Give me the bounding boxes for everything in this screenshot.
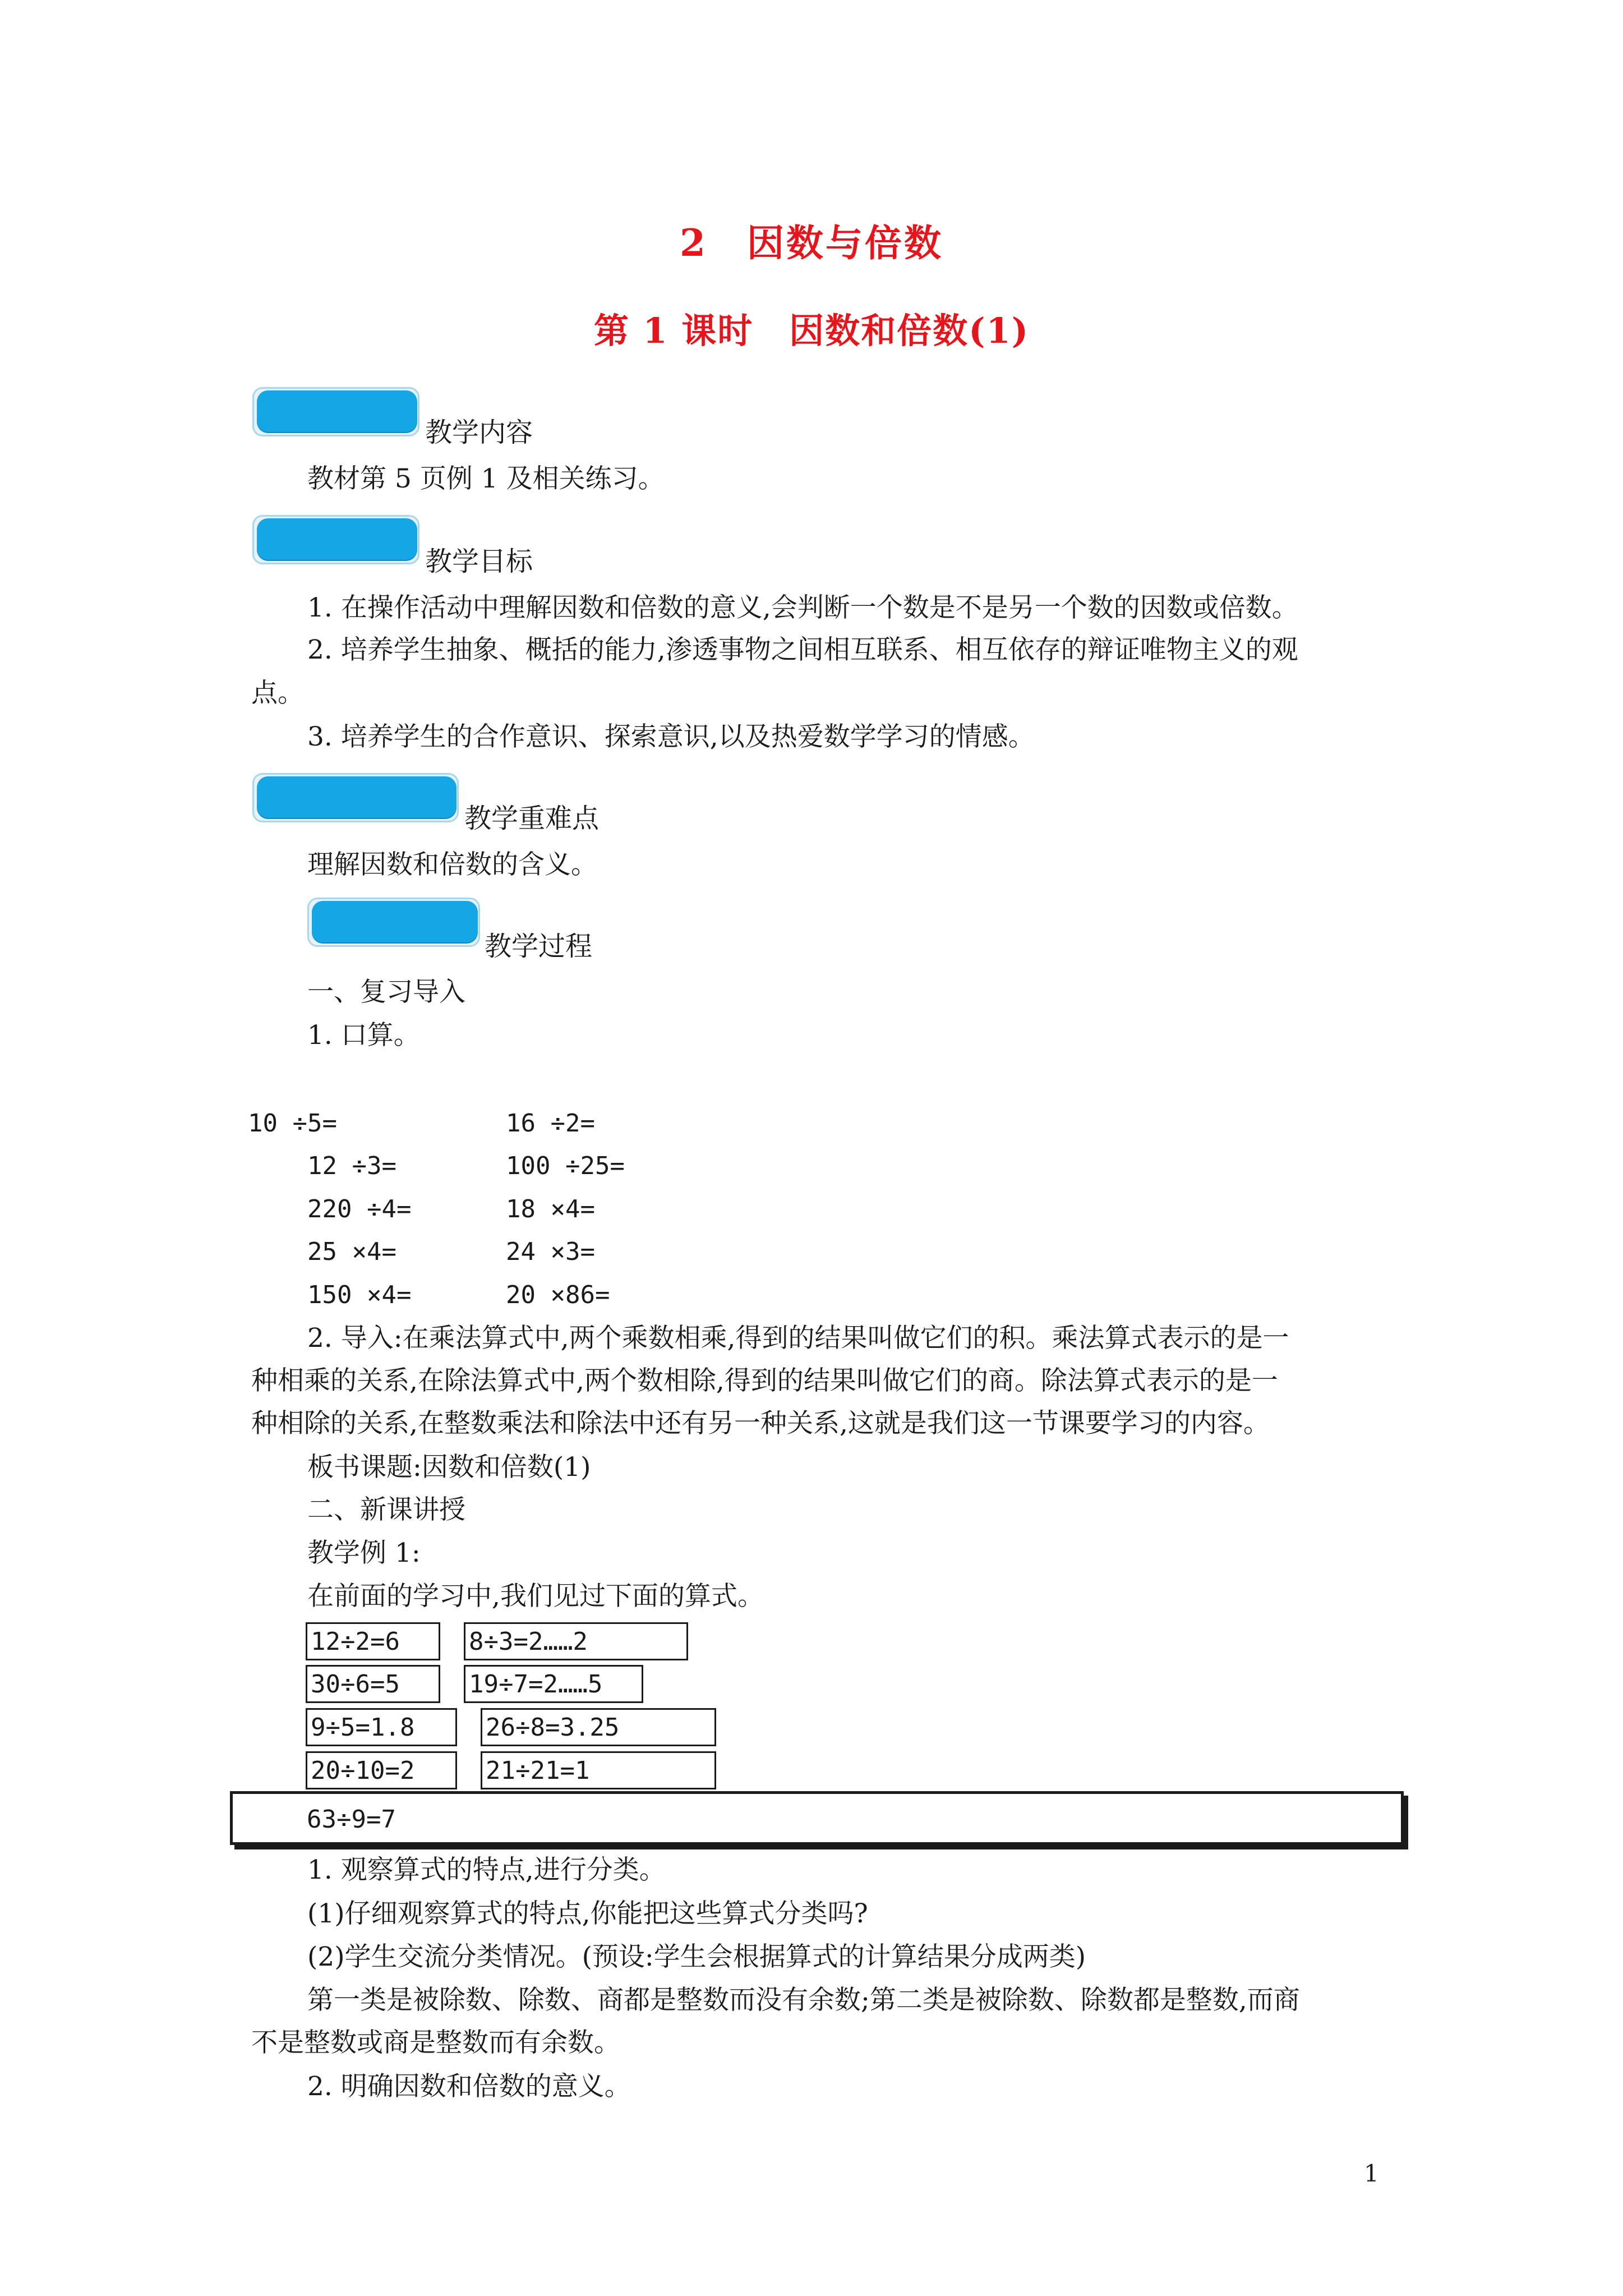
section-heading-process: 教学过程 bbox=[485, 931, 593, 962]
section-heading-content: 教学内容 bbox=[425, 417, 533, 448]
highlight-equation-box bbox=[230, 1791, 1404, 1845]
example-label: 教学例 1: bbox=[307, 1538, 421, 1568]
section-heading-goals: 教学目标 bbox=[425, 546, 533, 577]
lesson-title: 第 1 课时 因数和倍数(1) bbox=[593, 310, 1030, 351]
content-text: 教材第 5 页例 1 及相关练习。 bbox=[307, 463, 665, 494]
board-title: 板书课题:因数和倍数(1) bbox=[307, 1452, 591, 1483]
observe-step: 1. 观察算式的特点,进行分类。 bbox=[307, 1855, 666, 1885]
intro-line-2: 种相乘的关系,在除法算式中,两个数相除,得到的结果叫做它们的商。除法算式表示的是一 bbox=[251, 1365, 1278, 1396]
calc-r4b: 24 ×3= bbox=[506, 1237, 595, 1266]
calc-r4a: 25 ×4= bbox=[307, 1237, 396, 1266]
equation-box: 9÷5=1.8 bbox=[306, 1708, 457, 1746]
equation-box: 8÷3=2……2 bbox=[464, 1622, 688, 1660]
goal-2-line-2: 点。 bbox=[251, 678, 304, 708]
classification-line-1: 第一类是被除数、除数、商都是整数而没有余数;第二类是被除数、除数都是整数,而商 bbox=[307, 1985, 1300, 2016]
section-badge-keypoints bbox=[252, 773, 460, 823]
equation-highlight: 63÷9=7 bbox=[307, 1805, 396, 1834]
calc-r3a: 220 ÷4= bbox=[307, 1195, 412, 1223]
section-badge-goals bbox=[252, 515, 421, 565]
goal-3: 3. 培养学生的合作意识、探索意识,以及热爱数学学习的情感。 bbox=[307, 721, 1035, 752]
keypoints-text: 理解因数和倍数的含义。 bbox=[307, 849, 597, 880]
question-2: (2)学生交流分类情况。(预设:学生会根据算式的计算结果分成两类) bbox=[307, 1941, 1086, 1972]
calc-r2a: 12 ÷3= bbox=[307, 1152, 396, 1180]
chapter-title: 2 因数与倍数 bbox=[680, 221, 943, 265]
before-text: 在前面的学习中,我们见过下面的算式。 bbox=[307, 1581, 764, 1612]
calc-r1a: 10 ÷5= bbox=[248, 1109, 337, 1138]
section-heading-keypoints: 教学重难点 bbox=[464, 803, 600, 834]
classification-line-2: 不是整数或商是整数而有余数。 bbox=[251, 2027, 620, 2058]
calc-r2b: 100 ÷25= bbox=[506, 1152, 625, 1180]
goal-1: 1. 在操作活动中理解因数和倍数的意义,会判断一个数是不是另一个数的因数或倍数。 bbox=[307, 592, 1298, 623]
section-badge-process bbox=[307, 898, 481, 948]
clarify-step: 2. 明确因数和倍数的意义。 bbox=[307, 2071, 631, 2102]
calc-r1b: 16 ÷2= bbox=[506, 1109, 595, 1138]
intro-line-1: 2. 导入:在乘法算式中,两个乘数相乘,得到的结果叫做它们的积。乘法算式表示的是一 bbox=[307, 1323, 1289, 1354]
equation-box: 19÷7=2……5 bbox=[464, 1665, 643, 1703]
calc-r5a: 150 ×4= bbox=[307, 1281, 412, 1309]
equation-box: 30÷6=5 bbox=[306, 1665, 440, 1703]
calc-r3b: 18 ×4= bbox=[506, 1195, 595, 1223]
equation-box: 12÷2=6 bbox=[306, 1622, 440, 1660]
new-lesson-heading: 二、新课讲授 bbox=[307, 1494, 465, 1525]
calc-r5b: 20 ×86= bbox=[506, 1281, 610, 1309]
equation-box: 20÷10=2 bbox=[306, 1751, 457, 1789]
intro-line-3: 种相除的关系,在整数乘法和除法中还有另一种关系,这就是我们这一节课要学习的内容。 bbox=[251, 1408, 1270, 1439]
oral-calc-label: 1. 口算。 bbox=[307, 1020, 420, 1051]
page-number: 1 bbox=[1364, 2160, 1379, 2187]
equation-box: 21÷21=1 bbox=[481, 1751, 716, 1789]
equation-box: 26÷8=3.25 bbox=[481, 1708, 716, 1746]
question-1: (1)仔细观察算式的特点,你能把这些算式分类吗? bbox=[307, 1898, 868, 1929]
goal-2-line-1: 2. 培养学生抽象、概括的能力,渗透事物之间相互联系、相互依存的辩证唯物主义的观 bbox=[307, 634, 1298, 665]
review-heading: 一、复习导入 bbox=[307, 977, 465, 1007]
section-badge-content bbox=[252, 387, 421, 438]
